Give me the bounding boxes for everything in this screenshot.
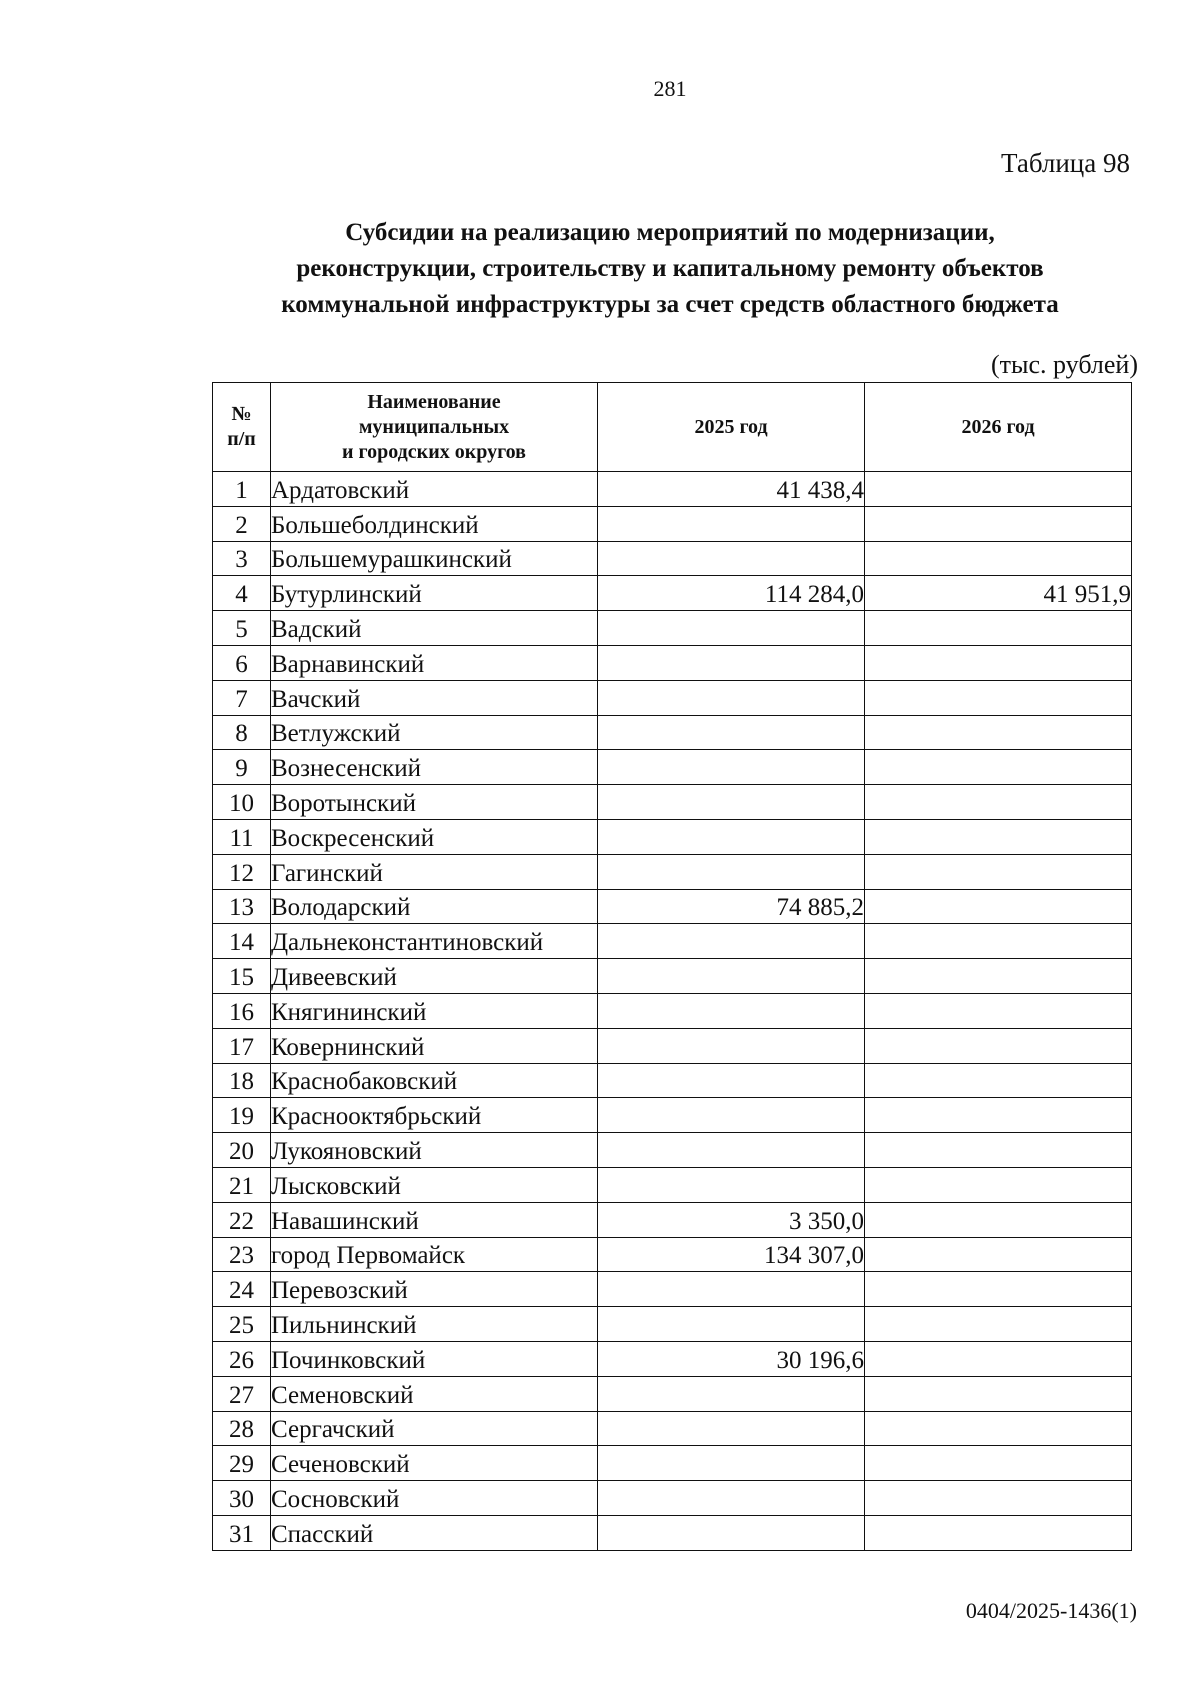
value-2026 <box>865 750 1132 785</box>
municipality-name: Навашинский <box>271 1202 598 1237</box>
header-number <box>213 383 271 472</box>
table-row <box>213 959 1132 994</box>
municipality-name: город Первомайск <box>271 1237 598 1272</box>
value-2025 <box>598 1133 865 1168</box>
value-2025 <box>598 959 865 994</box>
table-row <box>213 611 1132 646</box>
row-number: 22 <box>213 1202 271 1237</box>
value-2025 <box>598 1063 865 1098</box>
municipality-name: Дальнеконстантиновский <box>271 924 598 959</box>
document-code: 0404/2025-1436(1) <box>965 1598 1137 1623</box>
table-row <box>213 715 1132 750</box>
value-2026 <box>865 680 1132 715</box>
header-name-line: Наименование <box>367 390 501 413</box>
value-2026 <box>865 959 1132 994</box>
municipality-name: Краснооктябрьский <box>271 1098 598 1133</box>
value-2026 <box>865 785 1132 820</box>
value-2026 <box>865 993 1132 1028</box>
value-2025 <box>598 1411 865 1446</box>
municipality-name: Краснобаковский <box>271 1063 598 1098</box>
municipality-name: Спасский <box>271 1515 598 1550</box>
page-number: 281 <box>653 76 687 101</box>
table-row <box>213 576 1132 611</box>
table-row <box>213 680 1132 715</box>
value-2026 <box>865 924 1132 959</box>
table-row <box>213 1272 1132 1307</box>
row-number: 9 <box>213 750 271 785</box>
row-number: 31 <box>213 1515 271 1550</box>
municipality-name: Лысковский <box>271 1167 598 1202</box>
municipality-name: Перевозский <box>271 1272 598 1307</box>
value-2026 <box>865 506 1132 541</box>
value-2025 <box>598 819 865 854</box>
table-row <box>213 1133 1132 1168</box>
row-number: 25 <box>213 1307 271 1342</box>
municipality-name: Ардатовский <box>271 472 598 507</box>
value-2026 <box>865 1202 1132 1237</box>
header-number-line: п/п <box>227 428 256 450</box>
municipality-name: Сеченовский <box>271 1446 598 1481</box>
municipality-name: Гагинский <box>271 854 598 889</box>
row-number: 26 <box>213 1341 271 1376</box>
table-header-row <box>213 383 1132 472</box>
value-2026 <box>865 1411 1132 1446</box>
municipality-name: Воскресенский <box>271 819 598 854</box>
header-2025: 2025 год <box>598 383 865 472</box>
value-2025 <box>598 645 865 680</box>
municipality-name: Семеновский <box>271 1376 598 1411</box>
row-number: 7 <box>213 680 271 715</box>
table-row <box>213 1341 1132 1376</box>
table-row <box>213 1446 1132 1481</box>
value-2025 <box>598 1167 865 1202</box>
row-number: 11 <box>213 819 271 854</box>
value-2026 <box>865 819 1132 854</box>
table-row <box>213 472 1132 507</box>
municipality-name: Вачский <box>271 680 598 715</box>
units-label: (тыс. рублей) <box>990 350 1138 379</box>
value-2025 <box>598 854 865 889</box>
row-number: 30 <box>213 1481 271 1516</box>
municipality-name: Княгининский <box>271 993 598 1028</box>
value-2026 <box>865 1272 1132 1307</box>
value-2025: 41 438,4 <box>598 472 865 507</box>
municipality-name: Лукояновский <box>271 1133 598 1168</box>
row-number: 6 <box>213 645 271 680</box>
table-row <box>213 889 1132 924</box>
table-row <box>213 1411 1132 1446</box>
value-2026 <box>865 1376 1132 1411</box>
value-2026 <box>865 541 1132 576</box>
value-2026 <box>865 1307 1132 1342</box>
table-row <box>213 1376 1132 1411</box>
value-2026 <box>865 645 1132 680</box>
value-2026 <box>865 854 1132 889</box>
value-2026 <box>865 1167 1132 1202</box>
value-2025: 134 307,0 <box>598 1237 865 1272</box>
value-2026 <box>865 611 1132 646</box>
value-2025 <box>598 924 865 959</box>
row-number: 3 <box>213 541 271 576</box>
table-row <box>213 785 1132 820</box>
document-title <box>190 215 1150 323</box>
municipality-name: Вадский <box>271 611 598 646</box>
subsidies-table <box>212 382 1132 1551</box>
municipality-name: Пильнинский <box>271 1307 598 1342</box>
table-row <box>213 924 1132 959</box>
row-number: 5 <box>213 611 271 646</box>
table-body <box>213 472 1132 1551</box>
table-row <box>213 1481 1132 1516</box>
table-row <box>213 854 1132 889</box>
value-2026 <box>865 472 1132 507</box>
table-row <box>213 506 1132 541</box>
municipality-name: Володарский <box>271 889 598 924</box>
municipality-name: Сосновский <box>271 1481 598 1516</box>
value-2025 <box>598 993 865 1028</box>
row-number: 10 <box>213 785 271 820</box>
row-number: 4 <box>213 576 271 611</box>
row-number: 27 <box>213 1376 271 1411</box>
row-number: 23 <box>213 1237 271 1272</box>
table-row <box>213 1307 1132 1342</box>
value-2026 <box>865 1237 1132 1272</box>
municipality-name: Воротынский <box>271 785 598 820</box>
value-2025 <box>598 1028 865 1063</box>
value-2025 <box>598 506 865 541</box>
value-2025 <box>598 785 865 820</box>
municipality-name: Вознесенский <box>271 750 598 785</box>
municipality-name: Большемурашкинский <box>271 541 598 576</box>
row-number: 13 <box>213 889 271 924</box>
header-name <box>271 383 598 472</box>
title-line: реконструкции, строительству и капитальному ремонту объектов <box>296 255 1044 282</box>
table-row <box>213 541 1132 576</box>
table-row <box>213 1028 1132 1063</box>
row-number: 8 <box>213 715 271 750</box>
header-name-line: муниципальных <box>358 415 510 438</box>
title-line: коммунальной инфраструктуры за счет средств областного бюджета <box>281 291 1059 318</box>
header-2026: 2026 год <box>865 383 1132 472</box>
value-2025 <box>598 611 865 646</box>
table-label: Таблица 98 <box>1001 148 1130 178</box>
municipality-name: Ветлужский <box>271 715 598 750</box>
row-number: 24 <box>213 1272 271 1307</box>
value-2025 <box>598 1515 865 1550</box>
row-number: 17 <box>213 1028 271 1063</box>
value-2025: 114 284,0 <box>598 576 865 611</box>
table-row <box>213 1237 1132 1272</box>
value-2026 <box>865 715 1132 750</box>
table-row <box>213 1167 1132 1202</box>
table-row <box>213 1063 1132 1098</box>
municipality-name: Сергачский <box>271 1411 598 1446</box>
municipality-name: Большеболдинский <box>271 506 598 541</box>
row-number: 2 <box>213 506 271 541</box>
value-2026 <box>865 1028 1132 1063</box>
value-2025 <box>598 680 865 715</box>
value-2026 <box>865 1063 1132 1098</box>
table-row <box>213 1202 1132 1237</box>
table-row <box>213 645 1132 680</box>
row-number: 1 <box>213 472 271 507</box>
value-2025 <box>598 1272 865 1307</box>
value-2025 <box>598 1446 865 1481</box>
table-row <box>213 750 1132 785</box>
value-2026 <box>865 1098 1132 1133</box>
row-number: 15 <box>213 959 271 994</box>
row-number: 21 <box>213 1167 271 1202</box>
value-2025 <box>598 1376 865 1411</box>
value-2025 <box>598 1481 865 1516</box>
row-number: 16 <box>213 993 271 1028</box>
row-number: 12 <box>213 854 271 889</box>
value-2025: 30 196,6 <box>598 1341 865 1376</box>
title-line: Субсидии на реализацию мероприятий по модернизации, <box>345 219 995 246</box>
value-2025 <box>598 750 865 785</box>
row-number: 18 <box>213 1063 271 1098</box>
municipality-name: Варнавинский <box>271 645 598 680</box>
row-number: 20 <box>213 1133 271 1168</box>
value-2025: 74 885,2 <box>598 889 865 924</box>
value-2025 <box>598 715 865 750</box>
value-2025 <box>598 1307 865 1342</box>
row-number: 28 <box>213 1411 271 1446</box>
value-2026: 41 951,9 <box>865 576 1132 611</box>
table-row <box>213 993 1132 1028</box>
header-number-line: № <box>231 403 252 425</box>
value-2025: 3 350,0 <box>598 1202 865 1237</box>
value-2026 <box>865 1515 1132 1550</box>
value-2026 <box>865 1481 1132 1516</box>
value-2025 <box>598 1098 865 1133</box>
header-name-line: и городских округов <box>342 440 526 463</box>
value-2025 <box>598 541 865 576</box>
value-2026 <box>865 1133 1132 1168</box>
row-number: 19 <box>213 1098 271 1133</box>
value-2026 <box>865 1446 1132 1481</box>
municipality-name: Бутурлинский <box>271 576 598 611</box>
row-number: 14 <box>213 924 271 959</box>
value-2026 <box>865 889 1132 924</box>
row-number: 29 <box>213 1446 271 1481</box>
table-row <box>213 1098 1132 1133</box>
municipality-name: Дивеевский <box>271 959 598 994</box>
municipality-name: Ковернинский <box>271 1028 598 1063</box>
municipality-name: Починковский <box>271 1341 598 1376</box>
value-2026 <box>865 1341 1132 1376</box>
table-row <box>213 819 1132 854</box>
table-row <box>213 1515 1132 1550</box>
